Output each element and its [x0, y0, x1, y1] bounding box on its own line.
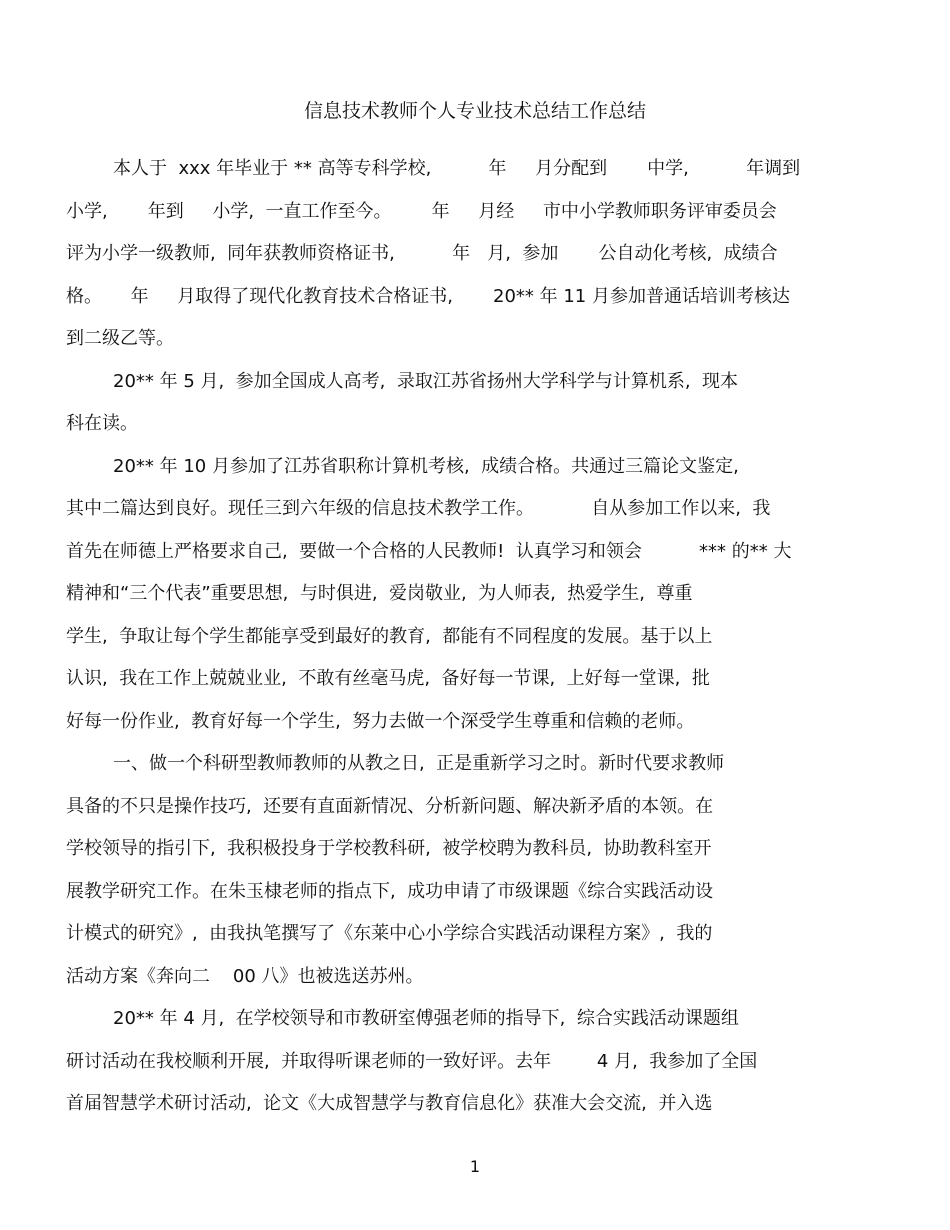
text-line: 评为小学一级教师, 同年获教师资格证书, 年 月, 参加 公自动化考核, 成绩合: [66, 243, 778, 264]
text-line: 20** 年 4 月, 在学校领导和市教研室傅强老师的指导下, 综合实践活动课题组: [113, 1008, 739, 1029]
text-line: 精神和“三个代表”重要思想, 与时俱进, 爱岗敬业, 为人师表, 热爱学生, 尊重: [66, 583, 693, 604]
page-number: 1: [469, 1157, 481, 1176]
text-line: 学生, 争取让每个学生都能享受到最好的教育, 都能有不同程度的发展。基于以上: [66, 625, 713, 647]
text-line: 20** 年 10 月参加了江苏省职称计算机考核, 成绩合格。共通过三篇论文鉴定,: [113, 455, 739, 477]
text-line: 科在读。: [66, 413, 138, 434]
text-line: 展教学研究工作。在朱玉棣老师的指点下, 成功申请了市级课题《综合实践活动设: [66, 880, 714, 902]
text-line: 认识, 我在工作上兢兢业业, 不敢有丝毫马虎, 备好每一节课, 上好每一堂课, 批: [66, 668, 710, 689]
text-line: 首届智慧学术研讨活动, 论文《大成智慧学与教育信息化》获准大会交流, 并入选: [66, 1093, 713, 1114]
text-line: 计模式的研究》, 由我执笔撰写了《东莱中心小学综合实践活动课程方案》, 我的: [66, 923, 713, 944]
text-line: 到二级乙等。: [66, 328, 174, 349]
document-title: 信息技术教师个人专业技术总结工作总结: [303, 100, 646, 122]
text-line: 研讨活动在我校顺利开展, 并取得听课老师的一致好评。去年 4 月, 我参加了全国: [66, 1050, 758, 1072]
text-line: 20** 年 5 月, 参加全国成人高考, 录取江苏省扬州大学科学与计算机系, 现本: [113, 370, 739, 392]
text-line: 本人于 xxx 年毕业于 ** 高等专科学校, 年 月分配到 中学, 年调到: [113, 158, 801, 179]
text-line: 小学, 年到 小学, 一直工作至今。 年 月经 市中小学教师职务评审委员会: [66, 200, 777, 222]
text-line: 具备的不只是操作技巧, 还要有直面新情况、分析新问题、解决新矛盾的本领。在: [66, 795, 714, 817]
text-line: 格。 年 月取得了现代化教育技术合格证书, 20** 年 11 月参加普通话培训考核达: [66, 285, 790, 307]
text-line: 一、做一个科研型教师教师的从教之日, 正是重新学习之时。新时代要求教师: [113, 753, 725, 774]
text-line: 首先在师德上严格要求自己, 要做一个合格的人民教师! 认真学习和领会 *** 的** 大: [66, 540, 792, 562]
text-line: 好每一份作业, 教育好每一个学生, 努力去做一个深受学生尊重和信赖的老师。: [66, 710, 695, 732]
text-line: 其中二篇达到良好。现任三到六年级的信息技术教学工作。 自从参加工作以来, 我: [66, 498, 771, 519]
text-line: 学校领导的指引下, 我积极投身于学校教科研, 被学校聘为教科员, 协助教科室开: [66, 838, 712, 859]
document-body: [66, 154, 886, 1132]
text-line: 活动方案《奔向二 00 八》也被选送苏州。: [66, 965, 424, 987]
